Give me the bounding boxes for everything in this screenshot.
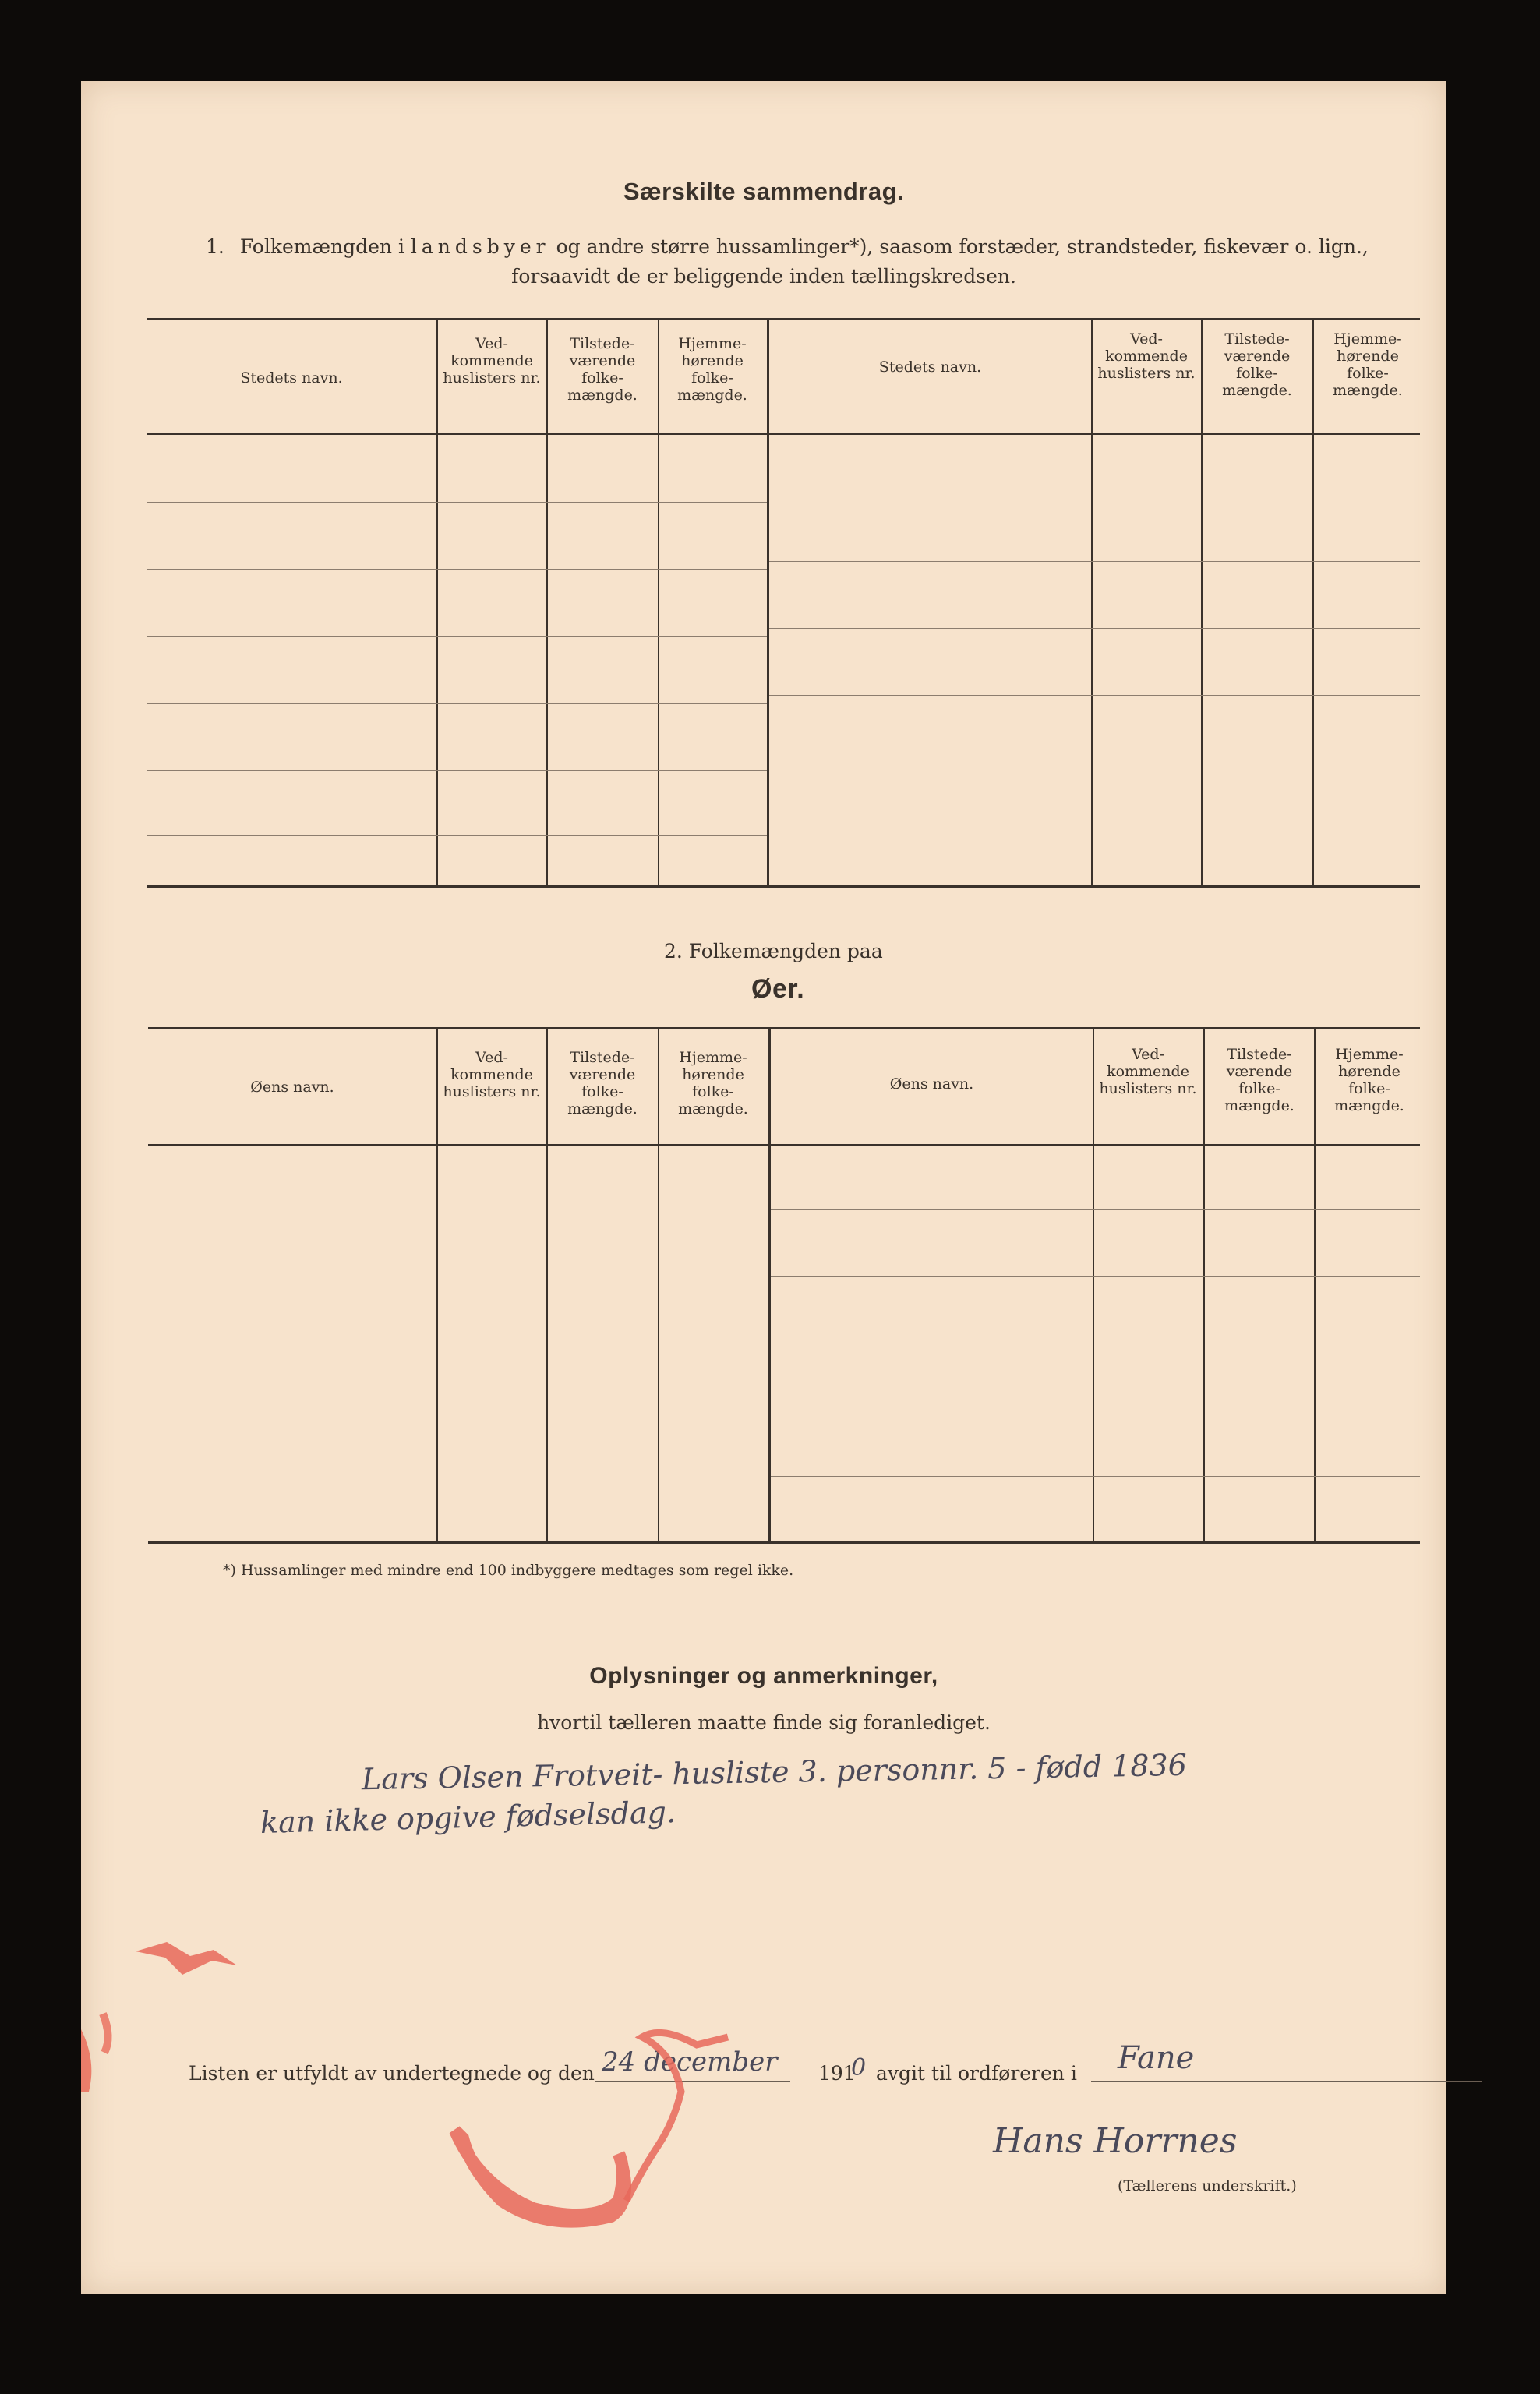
year-digit: 0 <box>851 2054 867 2082</box>
page-title: Særskilte sammendrag. <box>623 178 905 205</box>
remarks-title: Oplysninger og anmerkninger, <box>589 1663 938 1689</box>
section2-intro: 2. Folkemængden paa <box>664 940 883 962</box>
remarks-handwritten-line2: kan ikke opgive fødselsdag. <box>260 1795 676 1840</box>
col-header-huslister-nr: Ved- kommende huslisters nr. <box>443 335 541 387</box>
section1-number: 1. <box>206 235 224 258</box>
section2-heading: Øer. <box>751 974 805 1004</box>
col-header-stedets-navn-right: Stedets navn. <box>878 358 982 376</box>
col-header-tilstedevaerende: Tilstede- værende folke- mængde. <box>567 335 638 404</box>
section1-intro <box>206 235 1369 258</box>
census-form-page <box>81 81 1446 2294</box>
col-header-hjemmehorende: Hjemme- hørende folke- mængde. <box>678 1049 748 1118</box>
remarks-handwritten-line1: Lars Olsen Frotveit- husliste 3. personnr. 5 - fødd 1836 <box>361 1747 1188 1797</box>
col-header-oens-navn: Øens navn. <box>250 1079 334 1096</box>
section1-text-b: og andre større hussamlinger*), saasom forstæder, strandsteder, fiskevær o. lign., <box>556 235 1369 258</box>
col-header-hjemmehorende-right: Hjemme- hørende folke- mængde. <box>1333 330 1403 399</box>
footnote: *) Hussamlinger med mindre end 100 indbyggere medtages som regel ikke. <box>223 1562 794 1579</box>
col-header-hjemmehorende-right: Hjemme- hørende folke- mængde. <box>1334 1046 1404 1114</box>
section1-text-spaced: landsbyer <box>410 235 550 258</box>
remarks-subtitle: hvortil tælleren maatte finde sig foranlediget. <box>537 1711 991 1734</box>
enumerator-signature: Hans Horrnes <box>993 2121 1238 2161</box>
col-header-huslister-nr-right: Ved- kommende huslisters nr. <box>1099 1046 1197 1097</box>
signature-line-middle: avgit til ordføreren i <box>876 2062 1077 2085</box>
col-header-tilstedevaerende-right: Tilstede- værende folke- mængde. <box>1222 330 1292 399</box>
place-dotted-line <box>1091 2081 1482 2082</box>
col-header-tilstedevaerende-right: Tilstede- værende folke- mængde. <box>1224 1046 1295 1114</box>
col-header-huslister-nr: Ved- kommende huslisters nr. <box>443 1049 541 1100</box>
section1-text-line2: forsaavidt de er beliggende inden tællingskredsen. <box>511 265 1016 288</box>
col-header-hjemmehorende: Hjemme- hørende folke- mængde. <box>677 335 747 404</box>
signature-caption: (Tællerens underskrift.) <box>1118 2177 1297 2194</box>
signature-line-prefix: Listen er utfyldt av undertegnede og den <box>189 2062 595 2085</box>
date-handwritten: 24 december <box>602 2046 778 2078</box>
place-handwritten: Fane <box>1118 2040 1195 2076</box>
col-header-stedets-navn: Stedets navn. <box>240 369 343 387</box>
col-header-tilstedevaerende: Tilstede- værende folke- mængde. <box>567 1049 638 1118</box>
section1-text-a: Folkemængden i <box>239 235 404 258</box>
col-header-oens-navn-right: Øens navn. <box>889 1075 974 1093</box>
year-prefix: 191 <box>818 2062 856 2085</box>
col-header-huslister-nr-right: Ved- kommende huslisters nr. <box>1097 330 1196 382</box>
red-ink-marks <box>81 1858 860 2247</box>
